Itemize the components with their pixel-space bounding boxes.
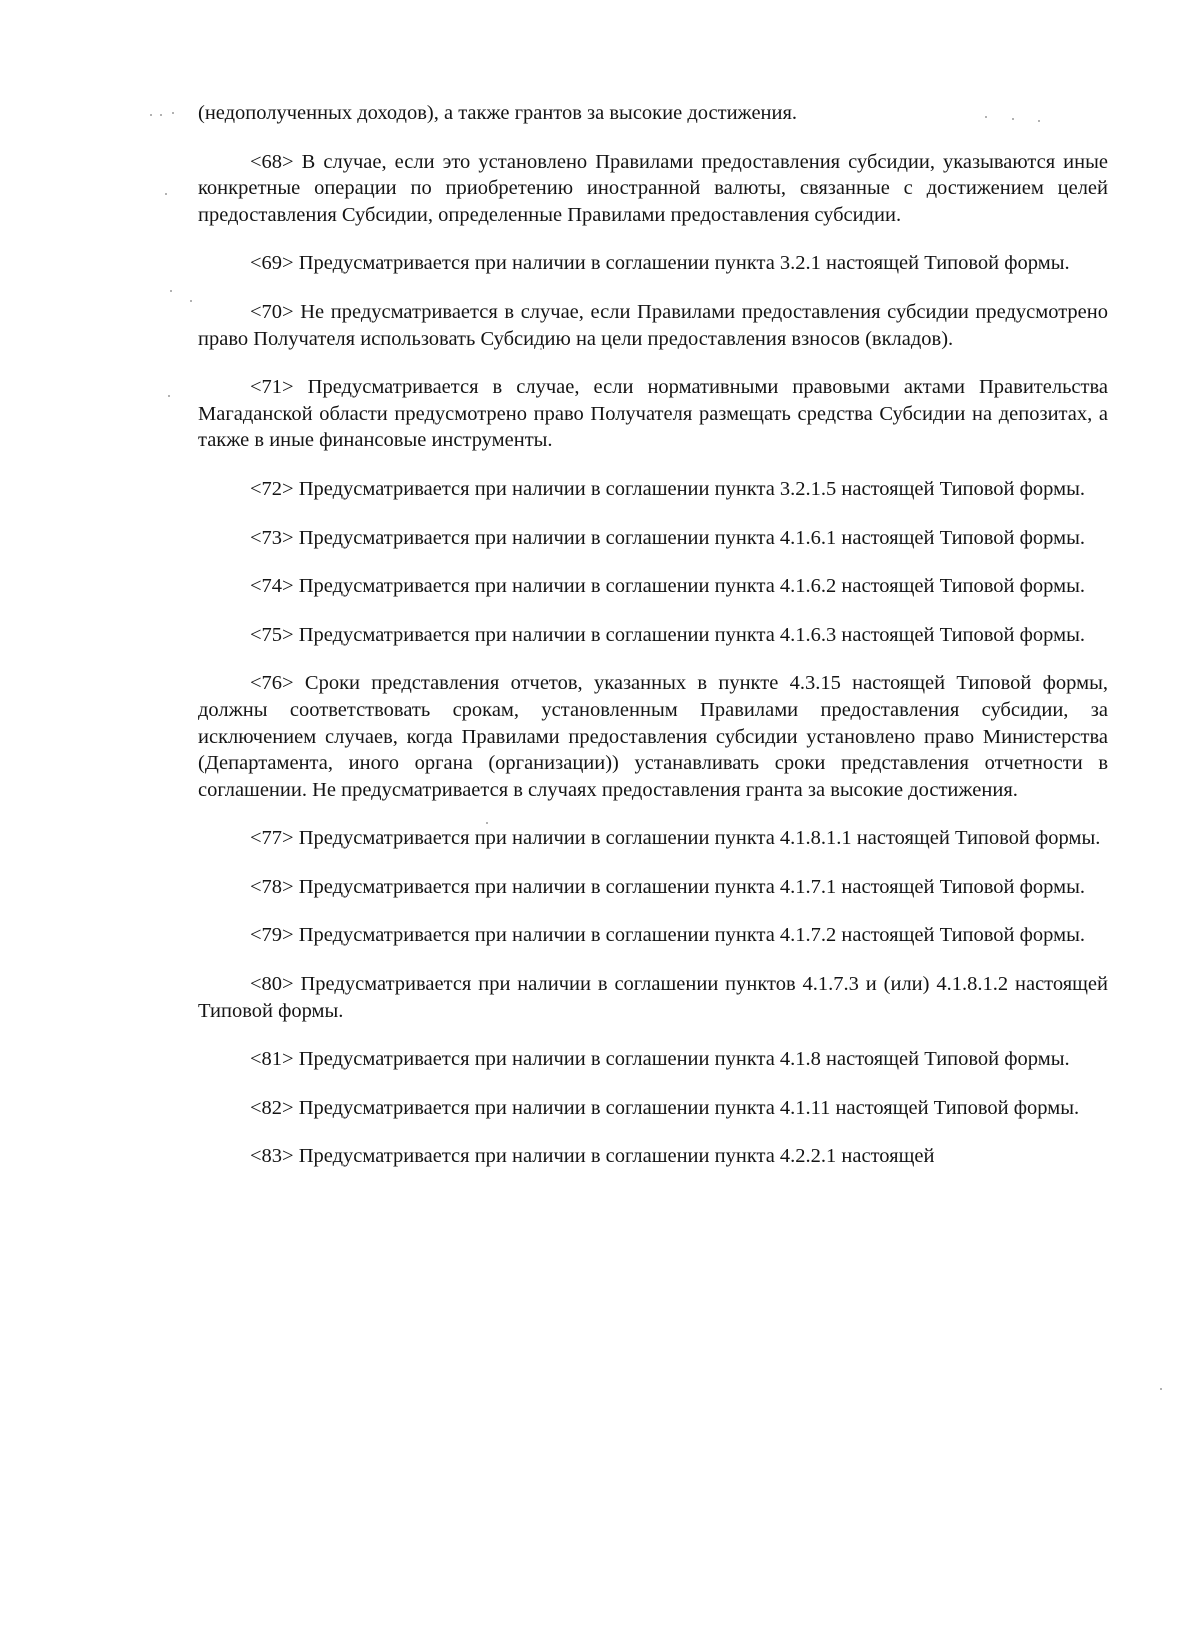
footnote-83: <83> Предусматривается при наличии в соглашении пункта 4.2.2.1 настоящей <box>250 1145 935 1168</box>
footnote-82: <82> Предусматривается при наличии в соглашении пункта 4.1.11 настоящей Типовой формы. <box>250 1096 1080 1119</box>
footnote-74: <74> Предусматривается при наличии в соглашении пункта 4.1.6.2 настоящей Типовой формы. <box>250 575 1085 598</box>
footnote-73: <73> Предусматривается при наличии в соглашении пункта 4.1.6.1 настоящей Типовой формы. <box>250 526 1085 549</box>
scan-speck <box>160 114 162 116</box>
scan-speck <box>170 290 172 292</box>
footnote-72: <72> Предусматривается при наличии в соглашении пункта 3.2.1.5 настоящей Типовой формы. <box>250 477 1085 500</box>
scan-speck <box>190 300 192 302</box>
footnote-80: <80> Предусматривается при наличии в соглашении пунктов 4.1.7.3 и (или) 4.1.8.1.2 настоящей Типовой формы. <box>198 973 1108 1022</box>
footnote-77: <77> Предусматривается при наличии в соглашении пункта 4.1.8.1.1 настоящей Типовой формы. <box>250 827 1101 850</box>
footnote-78: <78> Предусматривается при наличии в соглашении пункта 4.1.7.1 настоящей Типовой формы. <box>250 875 1085 898</box>
footnote-70: <70> Не предусматривается в случае, если Правилами предоставления субсидии предусмотрено право Получателя использовать Субсидию на цели предоставления взносов (вкладов). <box>198 300 1108 350</box>
scan-speck <box>172 112 174 114</box>
scan-speck <box>165 193 167 195</box>
footnote-69: <69> Предусматривается при наличии в соглашении пункта 3.2.1 настоящей Типовой формы. <box>250 252 1070 275</box>
document-body <box>198 100 1108 1192</box>
scan-speck <box>150 114 152 116</box>
scan-speck <box>168 395 170 397</box>
footnote-71: <71> Предусматривается в случае, если нормативными правовыми актами Правительства Магаданской области предусмотрено право Получателя размещать средства Субсидии на депозитах, а также в иные финансовые инструменты. <box>198 376 1108 452</box>
footnote-75: <75> Предусматривается при наличии в соглашении пункта 4.1.6.3 настоящей Типовой формы. <box>250 623 1085 646</box>
paragraph-continuation: (недополученных доходов), а также грантов за высокие достижения. <box>198 102 798 124</box>
footnote-68: <68> В случае, если это установлено Правилами предоставления субсидии, указываются иные конкретные операции по приобретению иностранной валюты, связанные с достижением целей предоставления Субсидии, определенные Правилами предоставления субсидии. <box>198 150 1108 226</box>
scan-speck <box>1160 1388 1162 1390</box>
footnote-79: <79> Предусматривается при наличии в соглашении пункта 4.1.7.2 настоящей Типовой формы. <box>250 924 1085 947</box>
footnote-76: <76> Сроки представления отчетов, указанных в пункте 4.3.15 настоящей Типовой формы, должны соответствовать срокам, установленным Правилами предоставления субсидии, за исключением случаев, когда Правилами предоставления субсидии установлено право Министерства (Департамента, иного органа (организации)) устанавливать сроки представления отчетности в соглашении. Не предусматривается в случаях предоставления гранта за высокие достижения. <box>198 672 1108 801</box>
footnote-81: <81> Предусматривается при наличии в соглашении пункта 4.1.8 настоящей Типовой формы. <box>250 1048 1070 1071</box>
